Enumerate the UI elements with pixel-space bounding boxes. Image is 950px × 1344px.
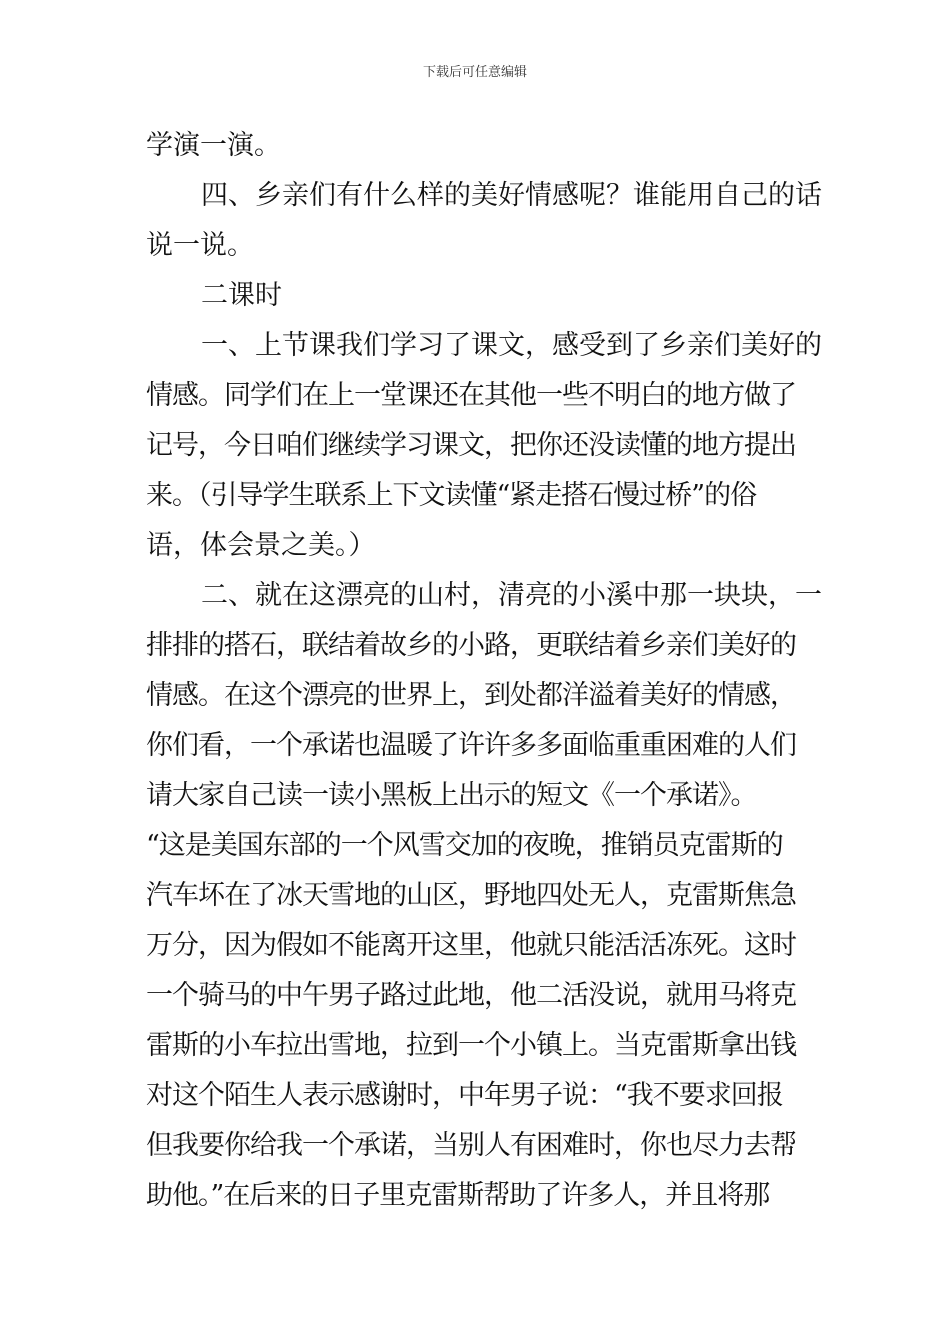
text-line: 排排的搭石，联结着故乡的小路，更联结着乡亲们美好的 — [146, 630, 796, 661]
text-line: 助他。”在后来的日子里克雷斯帮助了许多人，并且将那 — [146, 1180, 770, 1211]
text-line: 万分，因为假如不能离开这里，他就只能活活冻死。这时 — [146, 930, 796, 961]
paragraph-line: 四、乡亲们有什么样的美好情感呢？谁能用自己的话 — [201, 180, 822, 211]
text-line: 你们看，一个承诺也温暖了许许多多面临重重困难的人们 — [146, 730, 796, 761]
page-header: 下载后可任意编辑 — [422, 65, 527, 80]
text-line: 雷斯的小车拉出雪地，拉到一个小镇上。当克雷斯拿出钱 — [146, 1030, 796, 1061]
paragraph-line: 二、就在这漂亮的山村，清亮的小溪中那一块块，一 — [201, 580, 822, 611]
text-line: 学演一演。 — [146, 130, 281, 161]
section-heading: 二课时 — [201, 280, 282, 311]
text-line: 请大家自己读一读小黑板上出示的短文《一个承诺》。 — [146, 780, 757, 811]
text-line: 说一说。 — [146, 230, 254, 261]
text-line: 情感。在这个漂亮的世界上，到处都洋溢着美好的情感， — [146, 680, 796, 711]
text-line: 但我要你给我一个承诺，当别人有困难时，你也尽力去帮 — [146, 1130, 796, 1161]
text-line: 情感。同学们在上一堂课还在其他一些不明白的地方做了 — [146, 380, 796, 411]
text-line: 一个骑马的中午男子路过此地，他二活没说，就用马将克 — [146, 980, 796, 1011]
document-body — [146, 121, 822, 1221]
text-line: “这是美国东部的一个风雪交加的夜晚，推销员克雷斯的 — [146, 830, 783, 861]
text-line: 汽车坏在了冰天雪地的山区，野地四处无人，克雷斯焦急 — [146, 880, 796, 911]
text-line: 对这个陌生人表示感谢时，中年男子说：“我不要求回报 — [146, 1080, 783, 1111]
text-line: 记号，今日咱们继续学习课文，把你还没读懂的地方提出 — [146, 430, 796, 461]
paragraph-line: 一、上节课我们学习了课文，感受到了乡亲们美好的 — [201, 330, 822, 361]
text-line: 来。（引导学生联系上下文读懂“紧走搭石慢过桥”的俗 — [146, 480, 757, 511]
text-line: 语，体会景之美。） — [146, 530, 376, 561]
